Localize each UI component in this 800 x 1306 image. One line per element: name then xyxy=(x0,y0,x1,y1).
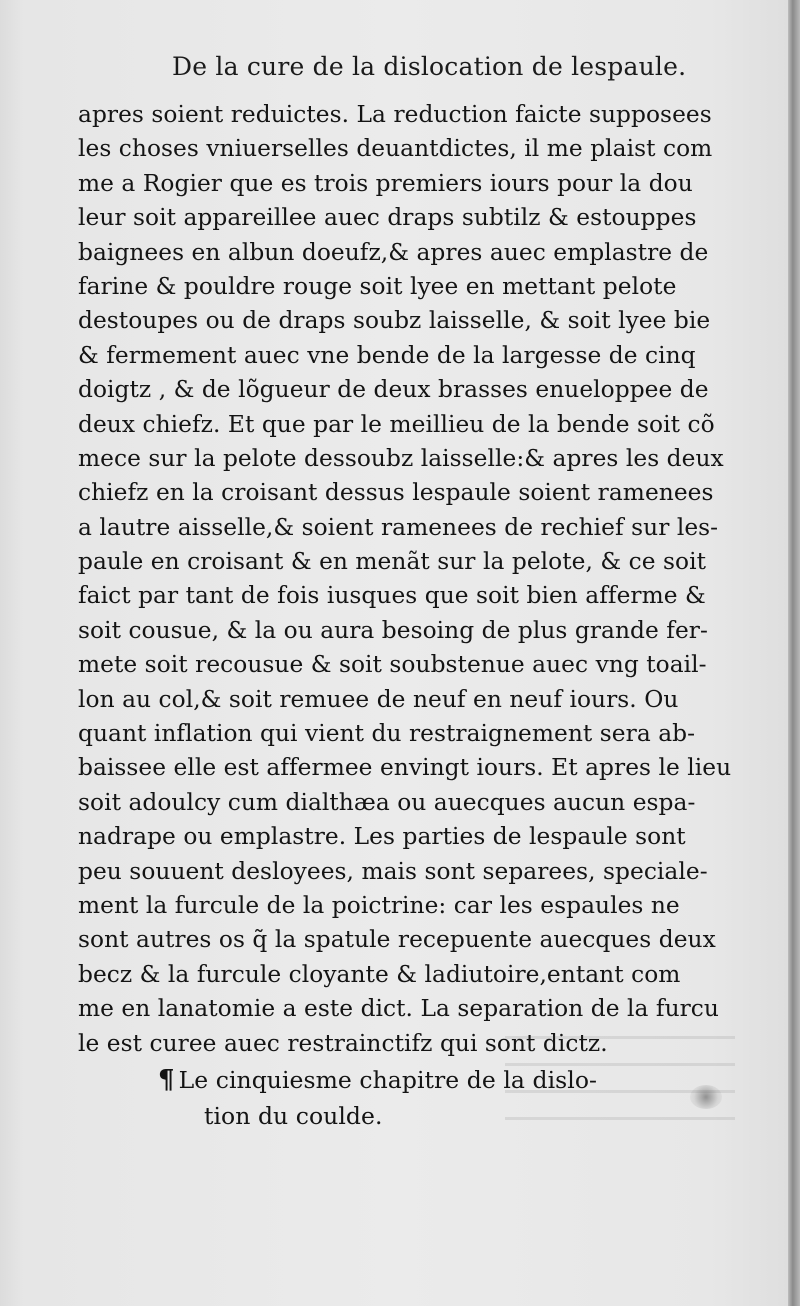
pilcrow-icon: ¶ xyxy=(158,1065,175,1095)
text-line: a lautre aisselle,& soient ramenees de rechief sur les- xyxy=(78,513,719,541)
text-line: apres soient reduictes. La reduction faicte supposees xyxy=(78,101,712,128)
text-line: farine & pouldre rouge soit lyee en mettant pelote xyxy=(78,272,677,300)
text-line: lon au col,& soit remuee de neuf en neuf iours. Ou xyxy=(78,685,679,713)
text-line: ment la furcule de la poictrine: car les espaules ne xyxy=(78,891,680,919)
text-line: mece sur la pelote dessoubz laisselle:& apres les deux xyxy=(78,444,724,472)
text-line: me en lanatomie a este dict. La separation de la furcu xyxy=(78,995,719,1023)
text-line: soit cousue, & la ou aura besoing de plus grande fer- xyxy=(78,616,708,644)
text-line: nadrape ou emplastre. Les parties de lespaule sont xyxy=(78,823,686,851)
text-line: doigtz , & de lõgueur de deux brasses enueloppee de xyxy=(78,376,709,404)
text-line: leur soit appareillee auec draps subtilz & estouppes xyxy=(78,204,697,232)
text-line: le est curee auec restrainctifz qui sont dictz. xyxy=(78,1029,608,1057)
chapter-heading xyxy=(158,1062,628,1134)
chapter-heading-text: Le cinquiesme chapitre de la dislo- xyxy=(178,1066,598,1094)
text-line: me a Rogier que es trois premiers iours pour la dou xyxy=(78,169,693,197)
text-line: sont autres os q̃ la spatule recepuente auecques deux xyxy=(78,926,716,954)
ink-smudge xyxy=(690,1085,722,1109)
running-head: De la cure de la dislocation de lespaule. xyxy=(172,52,687,81)
page-edge xyxy=(788,0,800,1306)
text-line: peu souuent desloyees, mais sont separees, speciale- xyxy=(78,857,708,885)
text-line: soit adoulcy cum dialthæa ou auecques aucun espa- xyxy=(78,788,696,816)
text-line: destoupes ou de draps soubz laisselle, & soit lyee bie xyxy=(78,307,711,335)
text-line: quant inflation qui vient du restraignement sera ab- xyxy=(78,720,696,748)
text-line: baignees en albun doeufz,& apres auec emplastre de xyxy=(78,238,709,266)
body-text xyxy=(78,98,732,1061)
text-line: & fermement auec vne bende de la largesse de cinq xyxy=(78,341,696,369)
text-line: becz & la furcule cloyante & ladiutoire,entant com xyxy=(78,960,681,988)
text-line: faict par tant de fois iusques que soit bien afferme & xyxy=(78,582,706,610)
text-line: deux chiefz. Et que par le meillieu de la bende soit cõ xyxy=(78,410,715,438)
text-line: baissee elle est affermee envingt iours. Et apres le lieu xyxy=(78,754,732,782)
text-line: chiefz en la croisant dessus lespaule soient ramenees xyxy=(78,479,714,507)
text-line: mete soit recousue & soit soubstenue auec vng toail- xyxy=(78,651,707,679)
chapter-heading-line-2: tion du coulde. xyxy=(204,1102,383,1130)
text-line: paule en croisant & en menãt sur la pelote, & ce soit xyxy=(78,548,707,576)
chapter-heading-line-1 xyxy=(158,1062,628,1098)
text-line: les choses vniuerselles deuantdictes, il me plaist com xyxy=(78,135,713,163)
